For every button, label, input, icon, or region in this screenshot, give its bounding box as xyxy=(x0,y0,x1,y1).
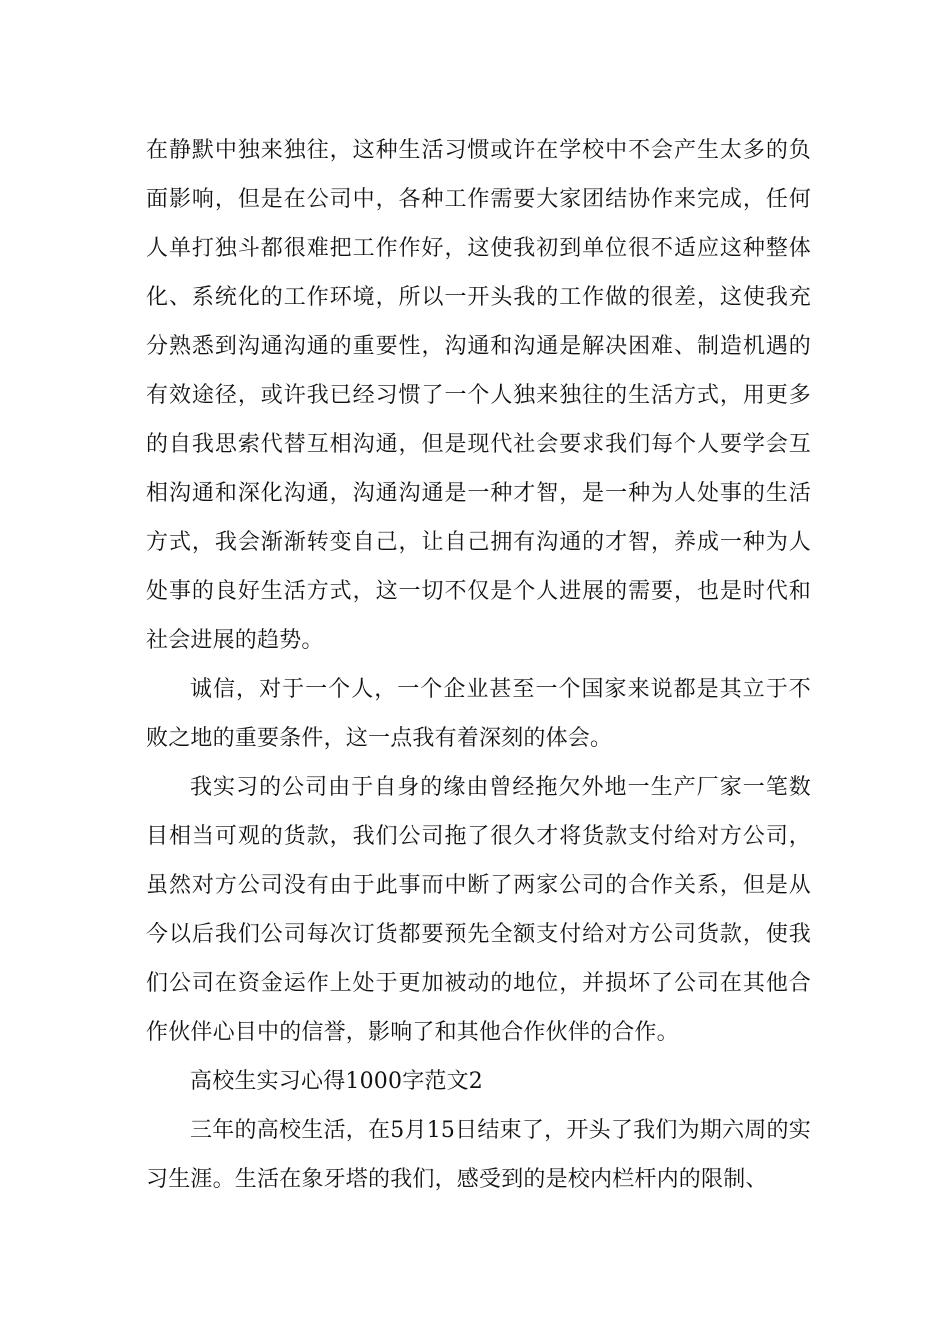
paragraph-integrity: 诚信，对于一个人，一个企业甚至一个国家来说都是其立于不败之地的重要条件，这一点我有着深刻的体会。 xyxy=(146,677,811,751)
essay-title: 高校生实习心得1000字范文2 xyxy=(190,1069,483,1094)
paragraph-internship-start: 三年的高校生活，在5月15日结束了，开头了我们为期六周的实习生涯。生活在象牙塔的我们，感受到的是校内栏杆内的限制、 xyxy=(146,1118,811,1192)
paragraph-communication: 在静默中独来独往，这种生活习惯或许在学校中不会产生太多的负面影响，但是在公司中，各种工作需要大家团结协作来完成，任何人单打独斗都很难把工作作好，这使我初到单位很不适应这种整体化、系统化的工作环境，所以一开头我的工作做的很差，这使我充分熟悉到沟通沟通的重要性，沟通和沟通是解决困难、制造机遇的有效途径，或许我已经习惯了一个人独来独往的生活方式，用更多的自我思索代替互相沟通，但是现代社会要求我们每个人要学会互相沟通和深化沟通，沟通沟通是一种才智，是一种为人处事的生活方式，我会渐渐转变自己，让自己拥有沟通的才智，养成一种为人处事的良好生活方式，这一切不仅是个人进展的需要，也是时代和社会进展的趋势。 xyxy=(146,138,811,653)
document-body xyxy=(146,126,811,1204)
paragraph-company-payment: 我实习的公司由于自身的缘由曾经拖欠外地一生产厂家一笔数目相当可观的货款，我们公司拖了很久才将货款支付给对方公司，虽然对方公司没有由于此事而中断了两家公司的合作关系，但是从今以后我们公司每次订货都要预先全额支付给对方公司货款，使我们公司在资金运作上处于更加被动的地位，并损坏了公司在其他合作伙伴心目中的信誉，影响了和其他合作伙伴的合作。 xyxy=(146,775,811,1045)
